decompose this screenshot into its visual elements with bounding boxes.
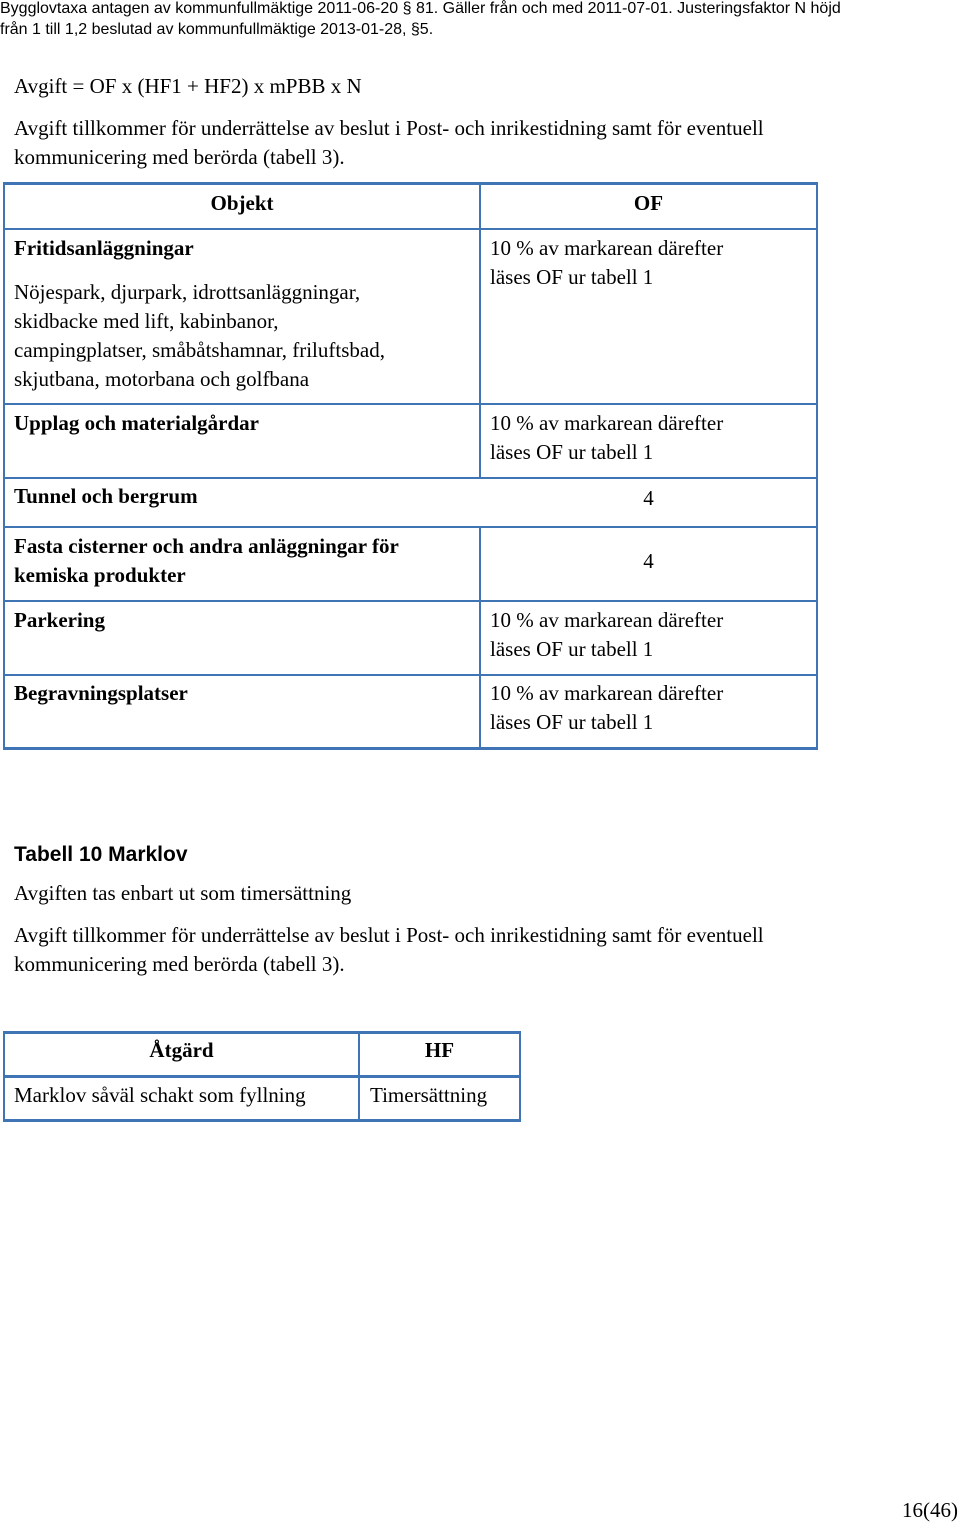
table2-border-right [519, 1031, 521, 1122]
row-of-value: 4 [643, 549, 654, 573]
row-desc-line: campingplatser, småbåtshamnar, friluftsbad, [14, 338, 385, 362]
table1-border-right [816, 182, 818, 750]
fee-note-line-1: Avgift tillkommer för underrättelse av beslut i Post- och inrikestidning samt för eventuell [14, 116, 764, 140]
table1-border-left [3, 182, 5, 750]
row-title-cisterner-cont: kemiska produkter [14, 563, 186, 587]
row-of-value: läses OF ur tabell 1 [490, 710, 654, 734]
table2-cell-atgard: Marklov såväl schakt som fyllning [14, 1083, 306, 1107]
row-of-value: läses OF ur tabell 1 [490, 637, 654, 661]
row-title-cisterner: Fasta cisterner och andra anläggningar för [14, 534, 399, 558]
table1-border-top [3, 182, 818, 185]
marklov-note-line-2: kommunicering med berörda (tabell 3). [14, 952, 345, 976]
marklov-text: Avgiften tas enbart ut som timersättning [14, 881, 352, 905]
table1-divider-row3 [3, 526, 818, 528]
page-number: 16(46) [902, 1498, 958, 1522]
row-title-tunnel: Tunnel och bergrum [14, 484, 198, 508]
row-of-value: 10 % av markarean därefter [490, 411, 724, 435]
table2-border-bottom [3, 1119, 521, 1122]
table2-divider-header [3, 1075, 521, 1078]
row-of-value: 4 [643, 486, 654, 510]
table1-divider-row4 [3, 600, 818, 602]
row-of-value: 10 % av markarean därefter [490, 236, 724, 260]
table2-header-atgard: Åtgärd [149, 1038, 214, 1062]
header-line-2: från 1 till 1,2 beslutad av kommunfullmäktige 2013-01-28, §5. [0, 21, 434, 38]
row-desc-line: skidbacke med lift, kabinbanor, [14, 309, 279, 333]
table1-divider-row1 [3, 403, 818, 405]
table1-divider-header [3, 228, 818, 230]
row-title-upplag: Upplag och materialgårdar [14, 411, 259, 435]
row-of-value: 10 % av markarean därefter [490, 608, 724, 632]
table1-divider-row2 [3, 477, 818, 479]
row-title-parkering: Parkering [14, 608, 105, 632]
table1-header-of: OF [633, 191, 664, 215]
table1-divider-row5 [3, 674, 818, 676]
fee-note-line-2: kommunicering med berörda (tabell 3). [14, 145, 345, 169]
row-of-value: läses OF ur tabell 1 [490, 265, 654, 289]
section-heading-marklov: Tabell 10 Marklov [14, 843, 188, 866]
table2-header-hf: HF [424, 1038, 455, 1062]
row-title-fritidsanlaggningar: Fritidsanläggningar [14, 236, 194, 260]
table2-cell-hf: Timersättning [370, 1083, 488, 1107]
fee-formula: Avgift = OF x (HF1 + HF2) x mPBB x N [14, 74, 362, 98]
table1-divider-col-a [479, 182, 481, 478]
table1-border-bottom [3, 747, 818, 750]
header-line-1: Bygglovtaxa antagen av kommunfullmäktige 2011-06-20 § 81. Gäller från och med 2011-07-01. Justeringsfaktor N höjd [0, 0, 841, 17]
row-desc-line: skjutbana, motorbana och golfbana [14, 367, 310, 391]
table2-border-top [3, 1031, 521, 1034]
row-title-begravningsplatser: Begravningsplatser [14, 681, 188, 705]
table1-header-objekt: Objekt [210, 191, 274, 215]
row-of-value: 10 % av markarean därefter [490, 681, 724, 705]
row-desc-line: Nöjespark, djurpark, idrottsanläggningar, [14, 280, 361, 304]
row-of-value: läses OF ur tabell 1 [490, 440, 654, 464]
marklov-note-line-1: Avgift tillkommer för underrättelse av beslut i Post- och inrikestidning samt för eventuell [14, 923, 764, 947]
